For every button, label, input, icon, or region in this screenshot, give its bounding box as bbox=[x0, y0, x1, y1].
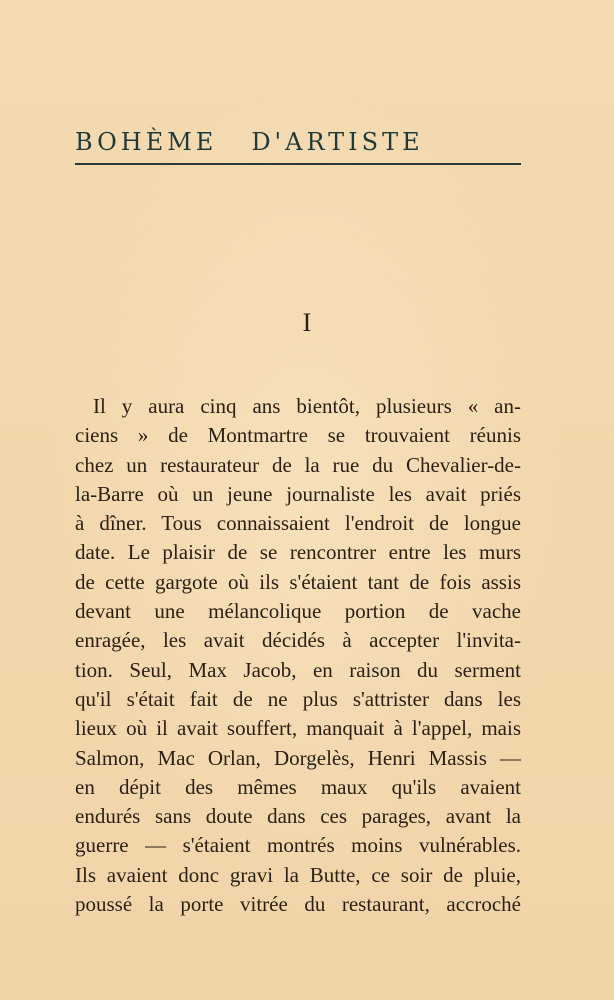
text-line: date. Le plaisir de se rencontrer entre les murs bbox=[75, 540, 521, 565]
running-head-left: BOHÈME bbox=[75, 128, 218, 156]
header-rule bbox=[75, 163, 521, 165]
text-line: à dîner. Tous connaissaient l'endroit de longue bbox=[75, 511, 521, 536]
text-line: Ils avaient donc gravi la Butte, ce soir de pluie, bbox=[75, 862, 521, 887]
text-line: poussé la porte vitrée du restaurant, accroché bbox=[75, 892, 521, 917]
text-line: Salmon, Mac Orlan, Dorgelès, Henri Massis — bbox=[75, 745, 521, 770]
body-paragraph bbox=[75, 392, 521, 919]
text-line: qu'il s'était fait de ne plus s'attrister dans les bbox=[75, 686, 521, 711]
text-line: lieux où il avait souffert, manquait à l'appel, mais bbox=[75, 716, 521, 741]
text-line: tion. Seul, Max Jacob, en raison du serment bbox=[75, 657, 521, 682]
text-line: chez un restaurateur de la rue du Chevalier-de- bbox=[75, 452, 521, 477]
text-line: en dépit des mêmes maux qu'ils avaient bbox=[75, 774, 521, 799]
running-head bbox=[75, 128, 521, 156]
text-line: ciens » de Montmartre se trouvaient réunis bbox=[75, 423, 521, 448]
running-head-right: D'ARTISTE bbox=[251, 128, 424, 156]
text-line: endurés sans doute dans ces parages, avant la bbox=[75, 804, 521, 829]
text-line: la-Barre où un jeune journaliste les avait priés bbox=[75, 481, 521, 506]
text-line: de cette gargote où ils s'étaient tant de fois assis bbox=[75, 569, 521, 594]
text-line: devant une mélancolique portion de vache bbox=[75, 599, 521, 624]
text-line: guerre — s'étaient montrés moins vulnérables. bbox=[75, 833, 521, 858]
chapter-number: I bbox=[302, 308, 312, 337]
text-line: enragée, les avait décidés à accepter l'invita- bbox=[75, 628, 521, 653]
text-line: Il y aura cinq ans bientôt, plusieurs « an- bbox=[93, 394, 521, 418]
